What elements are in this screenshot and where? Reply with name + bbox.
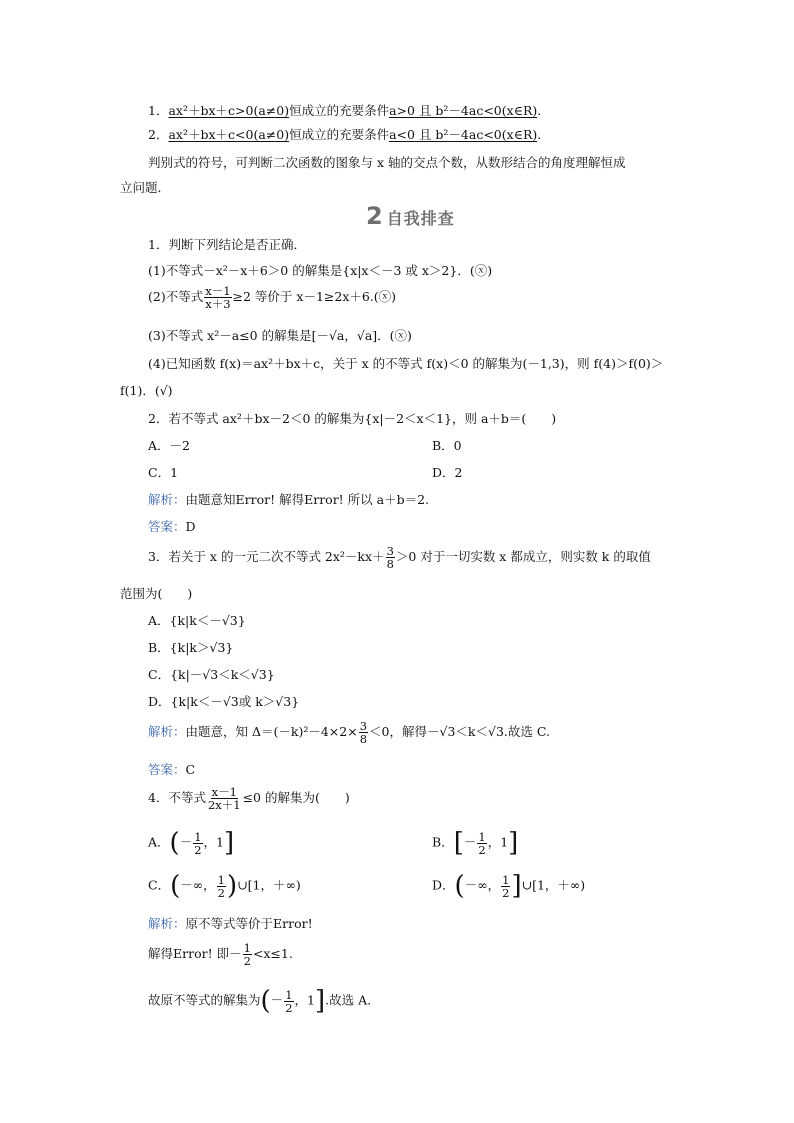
q1-statement-1: (1)不等式－x²－x＋6＞0 的解集是{x|x＜－3 或 x＞2}．(ⓧ) [148,263,493,278]
denominator: 2 [478,842,486,857]
denominator: 2 [502,885,510,900]
denominator: 2 [243,954,251,968]
answer-value: C [185,762,196,777]
q1-statement-4-line-1: (4)已知函数 f(x)＝ax²＋bx＋c，关于 x 的不等式 f(x)＜0 的解集为(－1,3)，则 f(4)＞f(0)＞ [148,356,664,371]
fraction [243,942,252,967]
minus-sign: － [179,834,193,850]
item-end: . [537,127,542,142]
q2-option-b: B．0 [432,438,462,453]
conclusion-text: .故选 A. [325,992,372,1008]
q1-statement-2 [148,285,396,310]
section-heading [366,202,455,228]
close-bracket: ] [314,986,326,1016]
union-interval: ∪[1，＋∞) [237,877,301,893]
open-paren: ( [454,871,465,901]
interval-start: －∞， [464,877,501,893]
q2-option-d: D．2 [432,465,463,480]
item-number: 1． [148,103,169,118]
analysis-label: 解析： [148,492,186,507]
numerator: 1 [217,872,225,887]
answer-label: 答案： [148,519,186,534]
q3-stem-line-2: 范围为( ) [120,586,193,601]
q3-answer [148,762,195,778]
open-paren: ( [170,871,181,901]
q4-analysis [148,916,313,932]
denominator: 2 [194,842,202,857]
q4-conclusion [148,988,371,1014]
stem-text: ＞0 对于一切实数 x 都成立，则实数 k 的取值 [395,549,651,564]
conclusion-item-2 [148,127,541,143]
interval-end: ，1 [294,992,315,1008]
q3-option-b: B．{k|k＞√3} [148,640,234,655]
q4-option-b [432,830,518,856]
conclusion-text: 故原不等式的解集为 [148,992,261,1008]
inequality-expression: ax²＋bx＋c<0(a≠0) [168,127,290,142]
fraction [386,545,395,570]
stem-text: ≤0 的解集为( ) [242,790,350,805]
fraction [193,831,202,856]
q3-option-c: C．{k|－√3＜k＜√3} [148,667,275,682]
condition-expression: a<0 且 b²－4ac<0(x∈R) [389,127,538,142]
analysis-text: 由题意，知 Δ＝(－k)²－4×2× [185,724,358,739]
stem-text: 3．若关于 x 的一元二次不等式 2x²－kx＋ [148,549,385,564]
analysis-text: ＜0，解得－√3＜k＜√3.故选 C. [369,724,550,739]
interval-start: －∞， [180,877,216,893]
close-bracket: ] [223,828,235,858]
numerator: 1 [285,987,293,1002]
numerator: 1 [502,872,510,887]
q3-stem-line-1 [148,545,651,570]
denominator: 2 [217,885,225,900]
q4-stem [148,786,350,811]
q2-answer [148,519,196,535]
section-title: 自我排查 [386,209,455,228]
close-bracket: ] [508,828,519,858]
q1-statement-3: (3)不等式 x²－a≤0 的解集是[－√a，√a]．(ⓧ) [148,328,412,343]
q4-solve-line [148,942,293,967]
denominator: 8 [359,732,368,746]
q1-title: 1．判断下列结论是否正确． [148,237,306,252]
fraction [359,720,368,745]
numerator: x－1 [211,785,237,799]
conclusion-note-line-1: 判别式的符号，可判断二次函数的图象与 x 轴的交点个数，从数形结合的角度理解恒成 [148,155,626,170]
inequality-expression: ax²＋bx＋c>0(a≠0) [168,103,290,118]
numerator: 1 [243,941,251,955]
q2-analysis [148,492,429,508]
conclusion-note-line-2: 立问题． [120,180,171,195]
item-text: 恒成立的充要条件 [289,127,390,142]
q4-option-a [148,830,234,856]
denominator: 2x＋1 [207,798,241,812]
denominator: 8 [386,557,394,571]
conclusion-item-1 [148,103,541,119]
close-bracket: ] [511,871,522,901]
statement-text: (2)不等式 [148,289,204,304]
fraction [217,874,226,899]
open-paren: ( [169,828,180,858]
q3-option-a: A．{k|k＜－√3} [148,613,246,628]
denominator: x＋3 [205,297,231,311]
q3-analysis [148,720,550,745]
statement-text: ≥2 等价于 x－1≥2x＋6.(ⓧ) [232,289,397,304]
q4-option-c [148,873,301,899]
solve-text: <x≤1. [252,946,293,961]
numerator: 1 [194,829,202,844]
close-paren: ) [226,871,238,901]
item-number: 2． [148,127,169,142]
fraction [501,874,510,899]
fraction [477,831,486,856]
fraction [204,285,231,310]
interval-end: ，1 [203,834,224,850]
denominator: 2 [285,1000,293,1015]
section-number: 2 [366,202,383,230]
numerator: 3 [386,544,394,558]
analysis-text: 由题意知Error! 解得Error! 所以 a＋b＝2. [185,492,430,507]
minus-sign: － [463,834,477,850]
answer-label: 答案： [148,762,186,777]
answer-value: D [185,519,196,534]
numerator: 3 [359,719,368,733]
option-label: A． [148,834,170,850]
analysis-text: 原不等式等价于Error! [185,916,313,931]
open-bracket: [ [453,828,464,858]
q4-option-d [432,873,585,899]
union-interval: ∪[1，＋∞) [521,877,586,893]
item-text: 恒成立的充要条件 [289,103,390,118]
minus-sign: － [270,992,284,1008]
q1-statement-4-line-2: f(1)．(√) [120,383,173,398]
fraction [207,786,242,811]
q3-option-d: D．{k|k＜－√3或 k＞√3} [148,694,300,709]
stem-text: 4．不等式 [148,790,206,805]
interval-end: ，1 [487,834,509,850]
solve-text: 解得Error! 即－ [148,946,242,961]
item-end: . [537,103,542,118]
q2-stem: 2．若不等式 ax²＋bx－2＜0 的解集为{x|－2＜x＜1}，则 a＋b＝( ) [148,411,557,426]
option-label: D． [432,877,455,893]
option-label: B． [432,834,454,850]
fraction [284,989,293,1014]
analysis-label: 解析： [148,916,186,931]
q2-option-c: C．1 [148,465,179,480]
condition-expression: a>0 且 b²－4ac<0(x∈R) [389,103,538,118]
analysis-label: 解析： [148,724,186,739]
numerator: x－1 [205,284,231,298]
open-paren: ( [260,986,271,1016]
numerator: 1 [478,829,486,844]
option-label: C． [148,877,171,893]
q2-option-a: A．－2 [148,438,190,453]
